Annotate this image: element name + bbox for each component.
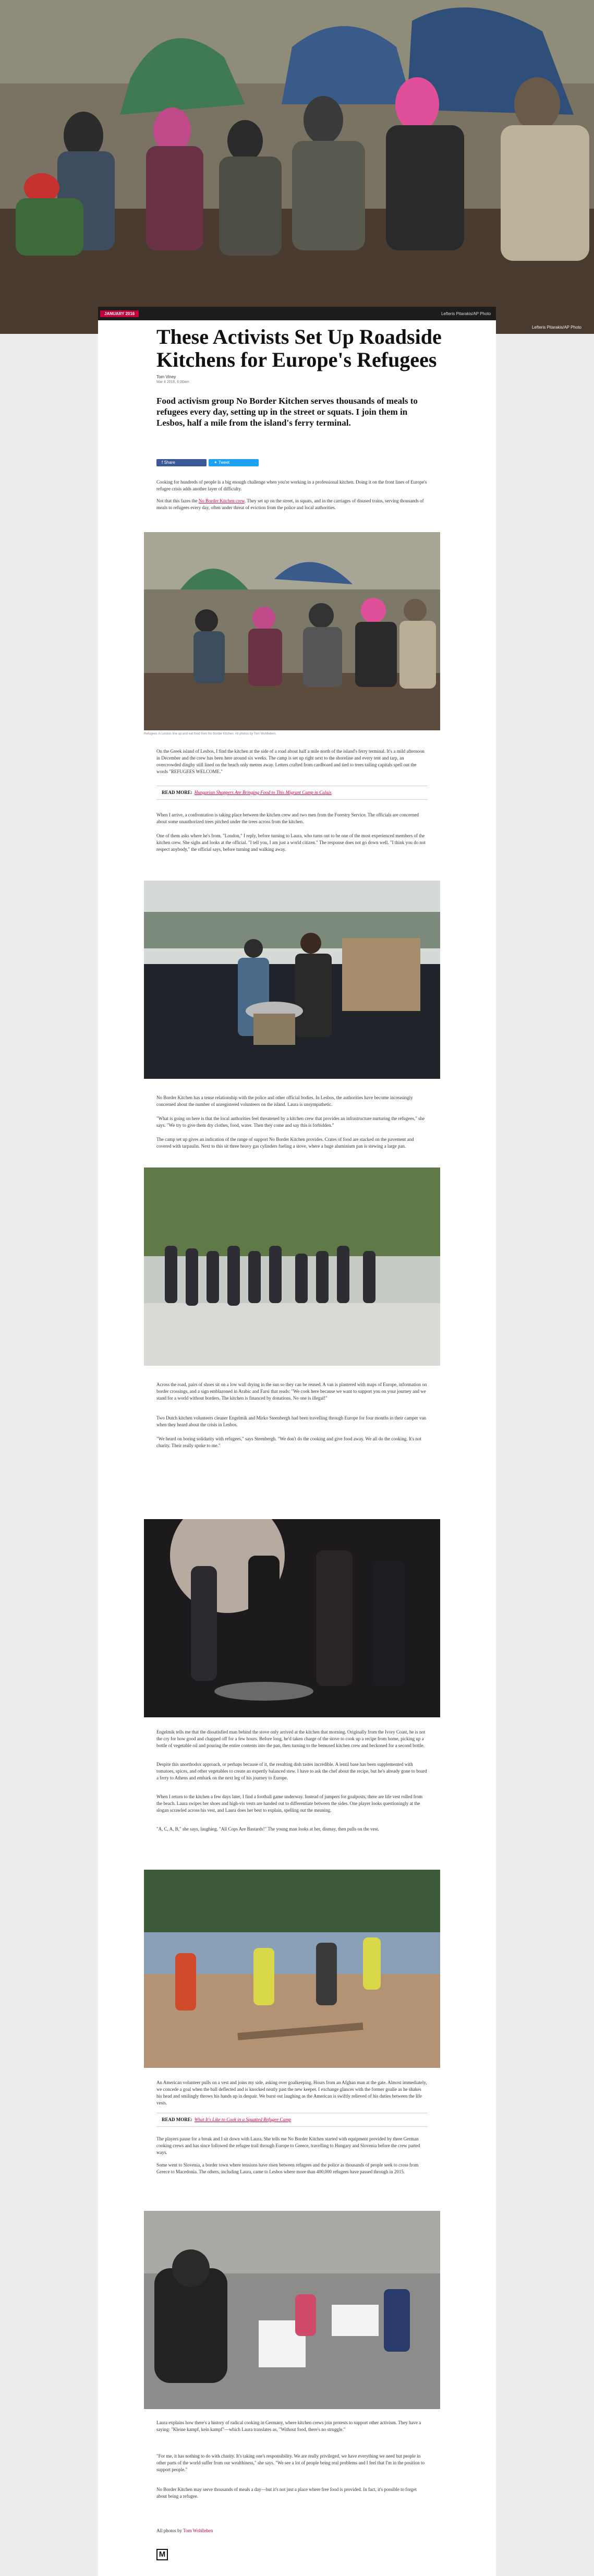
photo-football-game	[144, 1870, 440, 2068]
article-meta-bar	[98, 307, 496, 320]
photo-refugees-eating	[144, 532, 440, 730]
hero-photo	[0, 0, 594, 334]
no-border-kitchen-link[interactable]: No Border Kitchen crew	[198, 498, 245, 503]
read-more-box	[156, 786, 428, 800]
facebook-icon: f	[162, 460, 164, 465]
photo-caption: Refugees in Lesbos line up and eat food from No Border Kitchen. All photos by Tom Wohlleben.	[144, 732, 276, 736]
article-paragraph: When I arrive, a confrontation is taking place between the kitchen crew and two men from the Forestry Service. The officials are concerned about some unauthorized trees pitched under the trees across from the kitchen.	[156, 812, 419, 824]
article-paragraph: "A, C, A, B," she says, laughing. "All Cops Are Bastards!" The young man looks at her, dismay, then pulls on the vest.	[156, 1826, 379, 1832]
photo-queue	[144, 1167, 440, 1366]
twitter-icon: ✦	[214, 460, 219, 465]
share-facebook-button[interactable]	[156, 459, 207, 466]
munchies-logo[interactable]: M	[156, 2549, 168, 2560]
share-twitter-label: Tweet	[218, 460, 230, 465]
article-paragraph: "For me, it has nothing to do with charity. It's taking one's responsibility. We are really privileged, we have everything we need but people in other parts of the world suffer from our wealthiness," she says. "We see a lot of people being real problems and I feel that I'm in the position to support people."	[156, 2453, 425, 2472]
article-photo-6	[144, 2211, 440, 2409]
article-paragraph: On the Greek island of Lesbos, I find the kitchen at the side of a road about half a mile north of the island's ferry terminal. It's a mild afternoon in December and the crew has been here around six weeks. The camp is set up right next to the shoreline and every tent and tarp, an overcrowded dinghy still lined on the beach only metres away. Letters crafted from cardboard and tied to trees tailing capitals spell out the words "REFUGEES WELCOME."	[156, 749, 425, 774]
read-more-link[interactable]: Hungarian Shoppers Are Bringing Food to This Migrant Camp in Calais	[194, 790, 332, 795]
article-paragraph: Cooking for hundreds of people is a big enough challenge when you're working in a professional kitchen. Doing it on the front lines of Europe's refugee crisis adds another layer of difficulty.	[156, 479, 427, 491]
article-photo-5	[144, 1870, 440, 2068]
read-more-box	[156, 2113, 428, 2127]
article-paragraph: Laura explains how there's a history of radical cooking in Germany, where kitchen crews join protests to support other activism. They have a saying: "Kleine kampf, kein kampf"—which Laura translates as, "Without food, there's no struggle."	[156, 2420, 421, 2432]
article-paragraph: No Border Kitchen has a tense relationship with the police and other official bodies. In Lesbos, the authorities have become increasingly concerned about the number of unregistered volunteers on the island. Laura is unsympathetic.	[156, 1095, 413, 1107]
article-paragraph: Two Dutch kitchen volunteers cleaner Engelmik and Mirko Steenbergh had been travelling through Europe for four months in their camper van when they heard about the crisis in Lesbos.	[156, 1415, 427, 1427]
article-headline: These Activists Set Up Roadside Kitchens for Europe's Refugees	[156, 325, 442, 371]
article-paragraph: No Border Kitchen may serve thousands of meals a day—but it's not just a place where free food is provided. In fact, it's possible to forget about being a refugee.	[156, 2487, 417, 2499]
article-paragraph: Across the road, pairs of shoes sit on a low wall drying in the sun so they can be reused. A van is plastered with maps of Europe, information on border crossings, and a sign emblazoned in Arabic and Farsi that reads: "We cook here because we want to support you on your journey and we stand for a world without borders. The kitchen is financed by donations. No one is illegal!"	[156, 1382, 427, 1401]
article-paragraph: Engelmik tells me that the dissatisfied man behind the stove only arrived at the kitchen that morning. Originally from the Ivory Coast, he is not the cry for how good and chapped off for a few hours. Before long, he'd taken charge of the stove to cook up a recipe from home, picking up a bottle of vegetable oil and pouring the entire contents into the pan, then turning to the bemused kitchen crew and beckoned for a second bottle.	[156, 1729, 426, 1748]
article-photo-4	[144, 1519, 440, 1717]
article-paragraph: An American volunteer pulls on a vest and joins my side, asking over goalkeeping. Hours from an Afghan man at the gate. Almost immediately, we concede a goal when the ball deflected and is knocked neatly past the new keeper. I exchange glances with the former goalie as he shakes his head and smilingly throws his hands up in despair. We burst out laughing as the American is swiftly relieved of his duties between the life vests.	[156, 2080, 427, 2105]
read-more-link[interactable]: What It's Like to Cook in a Squatted Refugee Camp	[194, 2117, 291, 2122]
photo-cooking-backlit	[144, 1519, 440, 1717]
article-photo-2	[144, 881, 440, 1079]
hero-photo-illustration	[0, 0, 594, 334]
date-tag[interactable]: JANUARY 2016	[100, 310, 139, 317]
share-twitter-button[interactable]	[209, 459, 259, 466]
article-dek: Food activism group No Border Kitchen serves thousands of meals to refugees every day, setting up in the street or squats. I join them in Lesbos, half a mile from the island's ferry terminal.	[156, 396, 418, 428]
hero-photo-credit: Lefteris Pitarakis/AP Photo	[531, 325, 581, 330]
share-facebook-label: Share	[164, 460, 175, 465]
meta-photo-credit: Lefteris Pitarakis/AP Photo	[441, 311, 491, 316]
read-more-label: READ MORE:	[162, 2117, 192, 2122]
article-photo-3	[144, 1167, 440, 1366]
article-paragraph: One of them asks where he's from. "London," I reply, before turning to Laura, who turns out to be one of the most experienced members of the kitchen crew. She sighs and looks at the official. "I tell you, I am just a world citizen." The response does not go down well. "I think you do not respect anybody," the official says, before turning and walking away.	[156, 833, 426, 852]
photo-kitchen-stove	[144, 881, 440, 1079]
article-paragraph: The players pause for a break and I sit down with Laura. She tells me No Border Kitchen started with equipment provided by three German cooking crews and has since followed the refugee trail through Europe to Greece, travelling to Hungary and Slovenia before the crew parted ways.	[156, 2136, 420, 2155]
article-paragraph: Some went to Slovenia, a border town where tensions have risen between refugees and the police as thousands of people seek to cross from Greece to Macedonia. The others, including Laura, came to Lesbos where more than 400,000 refugees have passed through in 2015.	[156, 2162, 419, 2174]
photo-drawing-children	[144, 2211, 440, 2409]
footer-photo-credit: All photos by Tom Wohlleben	[156, 2528, 213, 2533]
article-paragraph: Not that this fazes the No Border Kitchen crew. They set up on the street, in squats, and in the carriages of disused trains, serving thousands of meals to refugees every day, often under threat of eviction from the police and local authorities.	[156, 498, 424, 510]
article-paragraph: Despite this unorthodox approach, or perhaps because of it, the resulting dish tastes incredible. A lentil base has been supplemented with tomatoes, spices, and other vegetables to create an expertly balanced stew. I have to ask the chef about the recipe, but he's already gone to board a ferry to Athens and embark on the next leg of his journey to Europe.	[156, 1762, 427, 1780]
article-paragraph: "We heard on boring solidarity with refugees," says Steenbergh. "We don't do the cooking and give food away. We all do the cooking. It's not charity. Their really spoke to me."	[156, 1436, 422, 1448]
photographer-link[interactable]: Tom Wohlleben	[183, 2528, 213, 2533]
article-card	[98, 307, 496, 2576]
article-photo-1	[144, 532, 440, 730]
article-paragraph: "What is going on here is that the local authorities feel threatened by a kitchen crew that provides an infrastructure nurturing the refugees," she says. "We try to give them dry clothes, food, water. Then they come and say this is forbidden."	[156, 1116, 425, 1128]
article-paragraph: The camp set up gives an indication of the range of support No Border Kitchen provides. Crates of food are stacked on the pavement and covered with tarpaulin. Next to this sit three heavy gas cylinders fueling a stove, where a huge aluminium pan is stewing a large pan.	[156, 1137, 414, 1149]
article-paragraph: When I return to the kitchen a few days later, I find a football game underway. Instead of jumpers for goalposts, there are life vest rolled from the beach. Laura swipes her shoes and high-vis vests are handed out to differentiate between the sides. One player looks questioningly at the slogan scrawled across his vest, and Laura does her best to explain, spelling out the meaning.	[156, 1794, 423, 1813]
article-byline[interactable]: Tom Viney	[156, 375, 176, 379]
read-more-label: READ MORE:	[162, 790, 192, 795]
article-date: Mar 4 2016, 6:00am	[156, 380, 189, 384]
